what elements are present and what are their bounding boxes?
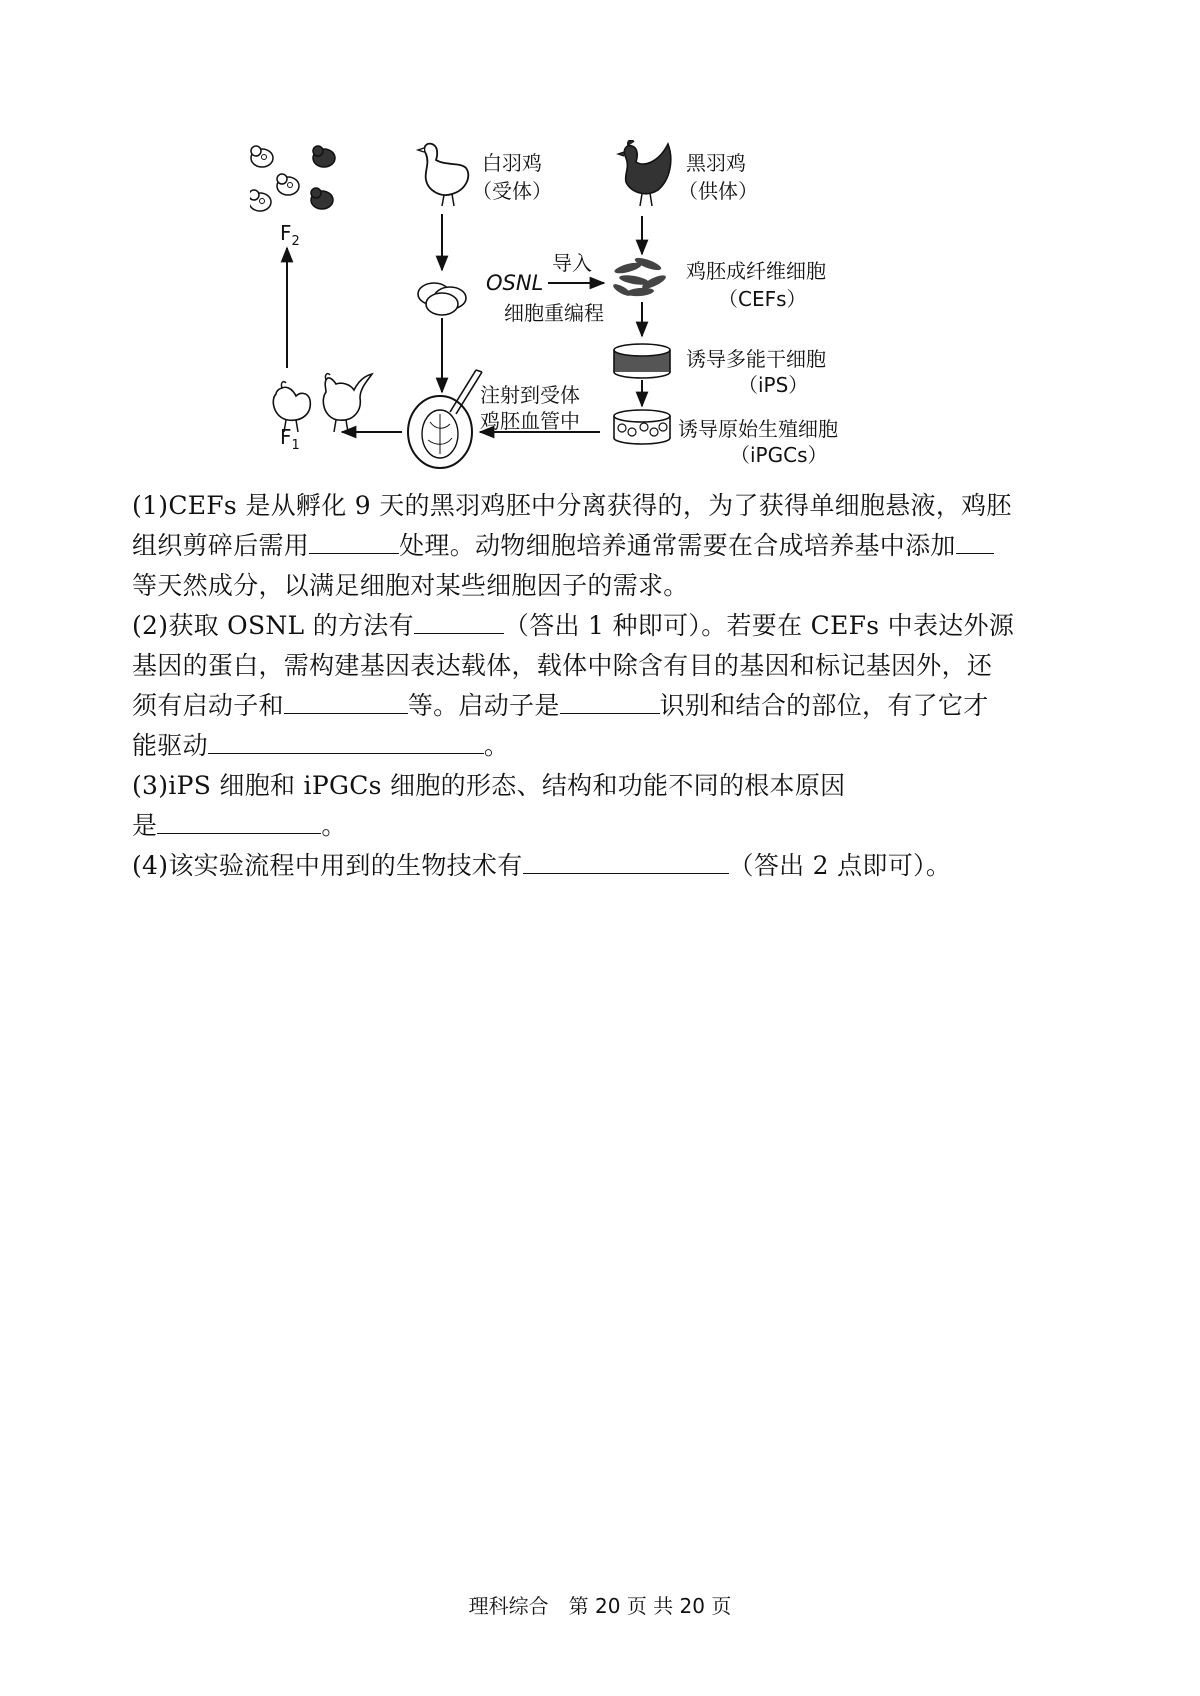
f2-label: $F_2$ xyxy=(280,221,300,249)
question-2 xyxy=(132,606,1082,766)
recipient-egg-icon xyxy=(408,396,472,468)
f2-offspring xyxy=(250,146,335,211)
white-chicken-label: 白羽鸡 xyxy=(482,151,542,175)
answer-blank-2d[interactable] xyxy=(208,727,484,754)
answer-blank-2a[interactable] xyxy=(414,607,504,634)
white-chicken-role: （受体） xyxy=(472,179,552,203)
f1-hen-icon xyxy=(273,382,310,432)
osnl-label: OSNL xyxy=(486,271,544,295)
question-4-text-b: （答出 2 点即可）。 xyxy=(728,851,952,880)
page-footer: 理科综合 第 20 页 共 20 页 xyxy=(468,1594,732,1618)
black-chicken-label: 黑羽鸡 xyxy=(686,151,746,175)
question-1-text-c: 处理。动物细胞培养通常需要在合成培养基中添加 xyxy=(399,531,956,560)
question-3-text-a: (3)iPS 细胞和 iPGCs 细胞的形态、结构和功能不同的根本原因 xyxy=(132,771,846,800)
cefs-cells-icon xyxy=(612,255,668,298)
black-chicken-icon xyxy=(618,140,671,206)
ips-abbr: （iPS） xyxy=(738,373,809,397)
question-4-text-a: (4)该实验流程中用到的生物技术有 xyxy=(132,851,523,880)
question-2-text-a: (2)获取 OSNL 的方法有 xyxy=(132,611,414,640)
question-2-text-b: （答出 1 种即可）。若要在 CEFs 中表达外源 xyxy=(503,611,1015,640)
inject-label-line1: 注射到受体 xyxy=(480,383,580,407)
answer-blank-1a[interactable] xyxy=(309,527,399,554)
inject-label-line2: 鸡胚血管中 xyxy=(480,409,580,433)
black-chicken-role: （供体） xyxy=(678,179,758,203)
question-1 xyxy=(132,486,1082,606)
cefs-name: 鸡胚成纤维细胞 xyxy=(686,259,826,283)
answer-blank-2c[interactable] xyxy=(560,687,660,714)
question-3-text-b: 是 xyxy=(132,811,158,840)
f1-rooster-icon xyxy=(323,374,372,432)
question-3 xyxy=(132,766,1082,846)
question-2-text-c: 基因的蛋白，需构建基因表达载体，载体中除含有目的基因和标记基因外，还 xyxy=(132,651,993,680)
chick-black-icon xyxy=(311,188,333,209)
question-2-text-h: 。 xyxy=(483,731,510,760)
ips-name: 诱导多能干细胞 xyxy=(686,347,826,371)
chick-white-icon xyxy=(251,146,273,167)
question-4 xyxy=(132,846,1082,886)
chick-white-icon xyxy=(250,190,271,211)
ipgcs-dish-icon xyxy=(614,410,670,444)
cefs-abbr: （CEFs） xyxy=(718,287,807,311)
ipgcs-name: 诱导原始生殖细胞 xyxy=(678,417,838,441)
question-2-text-d: 须有启动子和 xyxy=(132,691,284,720)
answer-blank-4[interactable] xyxy=(523,847,729,874)
f1-label: $F_1$ xyxy=(280,425,300,453)
chick-white-icon xyxy=(277,174,299,195)
question-1-text-a: (1)CEFs 是从孵化 9 天的黑羽鸡胚中分离获得的，为了获得单细胞悬液，鸡胚 xyxy=(132,491,1012,520)
ipgcs-abbr: （iPGCs） xyxy=(730,443,828,467)
answer-blank-3[interactable] xyxy=(157,807,321,834)
question-1-text-d: 等天然成分，以满足细胞对某些细胞因子的需求。 xyxy=(132,571,689,600)
chick-black-icon xyxy=(313,146,335,167)
question-2-text-g: 能驱动 xyxy=(132,731,208,760)
answer-blank-1b[interactable] xyxy=(956,527,994,554)
reprogram-label: 细胞重编程 xyxy=(504,301,604,325)
somatic-cells-icon xyxy=(418,283,466,315)
flow-diagram xyxy=(250,140,890,475)
question-3-text-c: 。 xyxy=(321,811,347,840)
ips-dish-icon xyxy=(614,344,670,378)
question-2-text-f: 识别和结合的部位，有了它才 xyxy=(659,691,989,720)
white-chicken-icon xyxy=(418,144,468,206)
import-label: 导入 xyxy=(552,251,592,275)
answer-blank-2b[interactable] xyxy=(284,687,408,714)
question-2-text-e: 等。启动子是 xyxy=(407,691,560,720)
question-1-text-b: 组织剪碎后需用 xyxy=(132,531,310,560)
